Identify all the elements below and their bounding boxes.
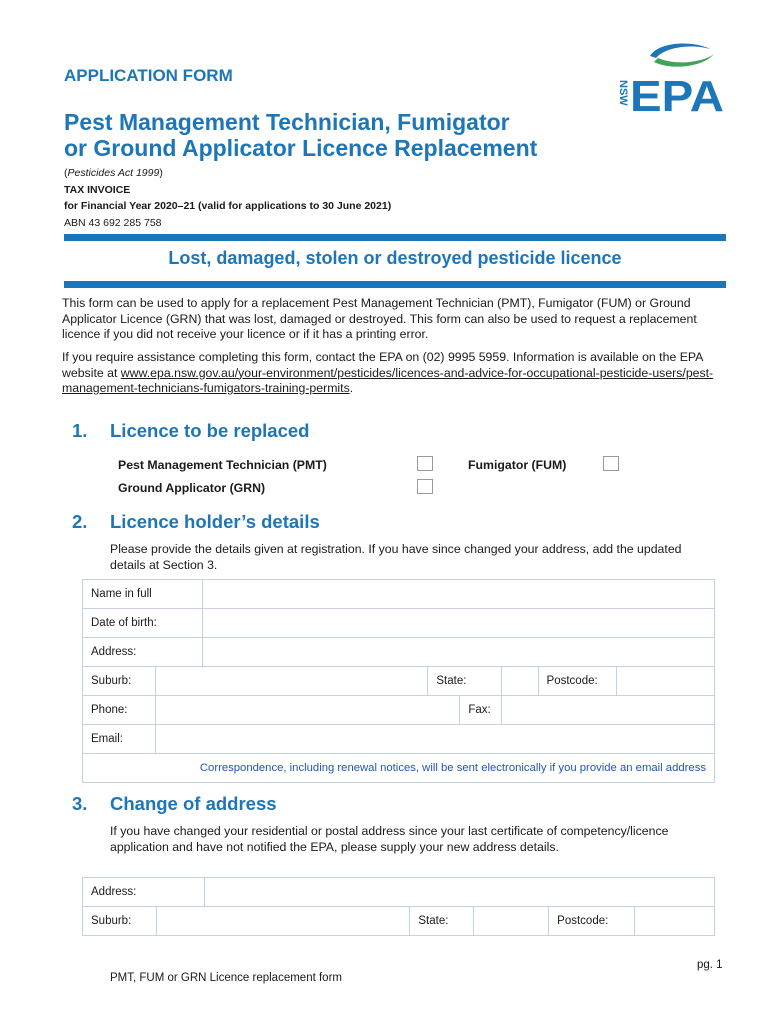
- address-input[interactable]: [202, 638, 714, 667]
- tax-invoice-label: TAX INVOICE: [64, 183, 131, 196]
- banner-divider-bottom: [64, 281, 726, 288]
- fax-label: Fax:: [460, 696, 502, 725]
- table-row: [83, 696, 715, 725]
- fum-option-label: Fumigator (FUM): [468, 458, 567, 472]
- section-3-heading: 3. Change of address: [72, 793, 277, 814]
- table-row: [83, 907, 715, 936]
- licence-holder-details-table: [82, 579, 715, 783]
- banner-divider-top: [64, 234, 726, 241]
- logo-small-text: NSW: [617, 80, 629, 106]
- abn-number: ABN 43 692 285 758: [64, 216, 162, 229]
- fax-input[interactable]: [502, 696, 715, 725]
- new-address-input[interactable]: [204, 878, 714, 907]
- email-input[interactable]: [156, 725, 715, 754]
- pmt-checkbox[interactable]: [417, 456, 433, 471]
- suburb-label: Suburb:: [83, 667, 156, 696]
- table-row: [83, 609, 715, 638]
- new-postcode-input[interactable]: [635, 907, 715, 936]
- page-number: pg. 1: [697, 959, 723, 971]
- epa-website-link[interactable]: www.epa.nsw.gov.au/your-environment/pesticides/licences-and-advice-for-occupational-pesticide-users/pest-management-technicians-fumigators-training-permits: [62, 365, 714, 395]
- name-label: Name in full: [83, 580, 203, 609]
- intro-paragraph-1: This form can be used to apply for a replacement Pest Management Technician (PMT), Fumigator (FUM) or Ground Applicator Licence (GRN) that was lost, damaged or destroyed. This form can also be used to request a replacement licence if you did not receive your licence or if it has a printing error.: [62, 296, 697, 341]
- grn-checkbox[interactable]: [417, 479, 433, 494]
- postcode-label: Postcode:: [538, 667, 617, 696]
- logo-swoosh-top: [650, 44, 710, 58]
- page-title: [64, 109, 624, 161]
- postcode-input[interactable]: [617, 667, 715, 696]
- financial-year: for Financial Year 2020–21 (valid for applications to 30 June 2021): [64, 200, 392, 212]
- fum-checkbox[interactable]: [603, 456, 619, 471]
- grn-option-label: Ground Applicator (GRN): [118, 481, 266, 495]
- suburb-input[interactable]: [156, 667, 428, 696]
- table-row: [83, 878, 715, 907]
- phone-input[interactable]: [156, 696, 460, 725]
- state-input[interactable]: [502, 667, 538, 696]
- logo-text: EPA: [630, 72, 724, 116]
- logo-swoosh-bottom: [654, 54, 714, 67]
- new-address-label: Address:: [83, 878, 205, 907]
- dob-input[interactable]: [202, 609, 714, 638]
- phone-label: Phone:: [83, 696, 156, 725]
- email-label: Email:: [83, 725, 156, 754]
- new-state-label: State:: [410, 907, 474, 936]
- title-line-2: or Ground Applicator Licence Replacement: [64, 135, 538, 161]
- banner-title: Lost, damaged, stolen or destroyed pesticide licence: [168, 248, 622, 268]
- change-of-address-table: [82, 877, 715, 936]
- section-1-heading: 1. Licence to be replaced: [72, 420, 310, 441]
- section-2-instructions: Please provide the details given at registration. If you have since changed your address, add the updated details at Section 3.: [110, 542, 682, 572]
- address-label: Address:: [83, 638, 203, 667]
- pmt-option-label: Pest Management Technician (PMT): [118, 458, 327, 472]
- act-reference: (Pesticides Act 1999): [64, 167, 163, 179]
- section-2-heading: 2. Licence holder’s details: [72, 511, 320, 532]
- state-label: State:: [428, 667, 502, 696]
- dob-label: Date of birth:: [83, 609, 203, 638]
- new-suburb-input[interactable]: [156, 907, 409, 936]
- table-row: [83, 725, 715, 754]
- document-meta: [64, 165, 391, 231]
- footer-form-name: PMT, FUM or GRN Licence replacement form: [110, 972, 342, 984]
- form-type-label: APPLICATION FORM: [64, 66, 233, 85]
- table-row: [83, 754, 715, 783]
- email-note: Correspondence, including renewal notices, will be sent electronically if you provide an email address: [83, 754, 715, 783]
- new-postcode-label: Postcode:: [549, 907, 635, 936]
- title-line-1: Pest Management Technician, Fumigator: [64, 109, 510, 135]
- table-row: [83, 667, 715, 696]
- table-row: [83, 580, 715, 609]
- section-3-instructions: If you have changed your residential or postal address since your last certificate of competency/licence application and have not notified the EPA, please supply your new address details.: [110, 824, 669, 854]
- nsw-epa-logo: [606, 40, 726, 116]
- intro-paragraph-2: If you require assistance completing this form, contact the EPA on (02) 9995 5959. Information is available on the EPA website at www.epa.nsw.gov.au/your-environment/pesticides/licences-and-advice-for-occupational-pesticide-users/pest-management-technicians-fumigators-training-permits.: [62, 350, 714, 395]
- table-row: [83, 638, 715, 667]
- new-suburb-label: Suburb:: [83, 907, 157, 936]
- name-input[interactable]: [202, 580, 714, 609]
- new-state-input[interactable]: [474, 907, 549, 936]
